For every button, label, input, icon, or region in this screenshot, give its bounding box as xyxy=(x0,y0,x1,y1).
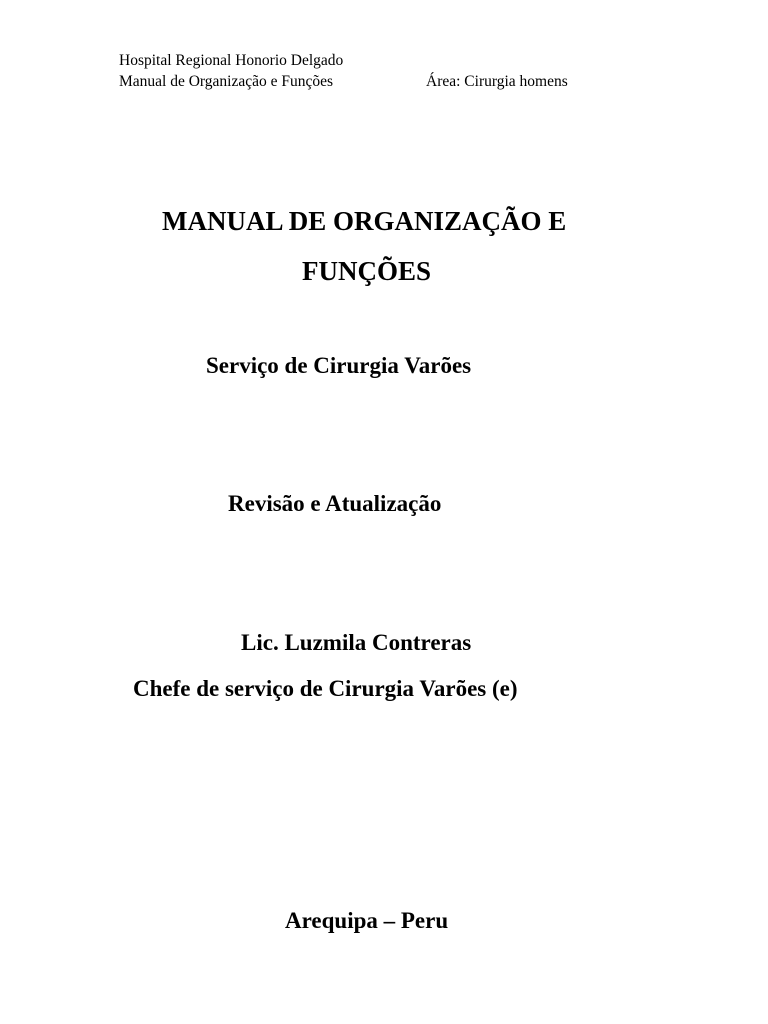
place-label: Arequipa – Peru xyxy=(285,908,449,933)
author-role: Chefe de serviço de Cirurgia Varões (e) xyxy=(133,676,518,701)
revision-label: Revisão e Atualização xyxy=(228,491,442,516)
header-manual-name: Manual de Organização e Funções xyxy=(119,73,334,90)
author-name: Lic. Luzmila Contreras xyxy=(241,630,472,655)
header-area: Área: Cirurgia homens xyxy=(426,73,568,90)
header-hospital-name: Hospital Regional Honorio Delgado xyxy=(119,52,344,69)
service-name: Serviço de Cirurgia Varões xyxy=(206,353,472,378)
document-title-line-2: FUNÇÕES xyxy=(302,256,432,286)
document-title-line-1: MANUAL DE ORGANIZAÇÃO E xyxy=(162,206,567,236)
